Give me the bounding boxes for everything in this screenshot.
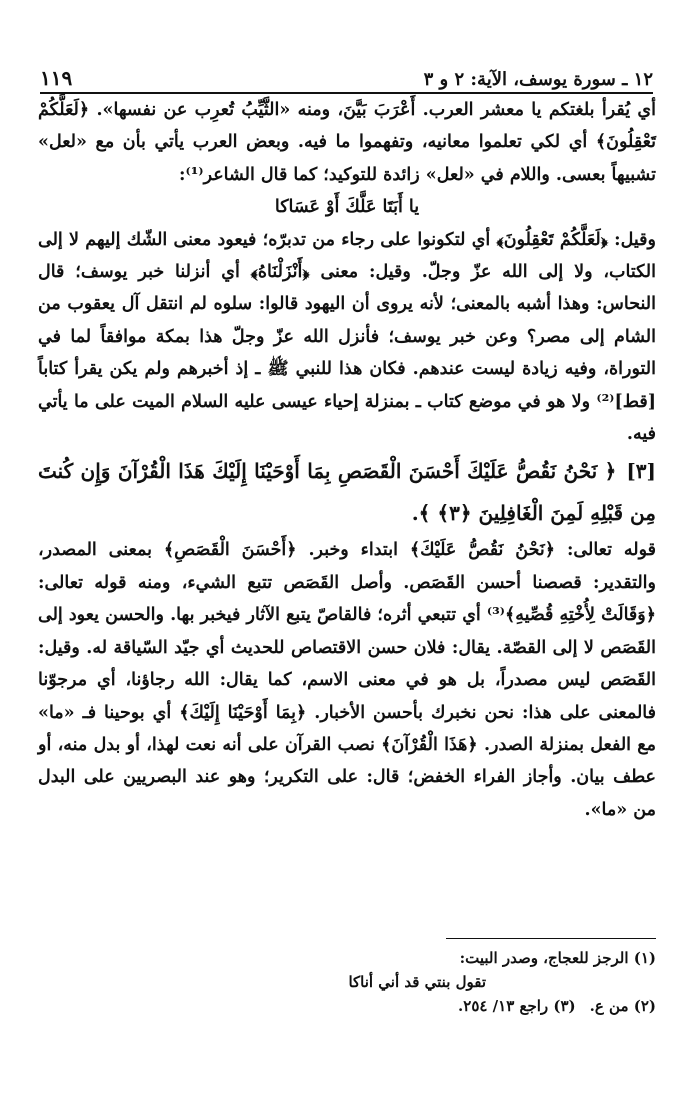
ayah-text: ﴿ نَحْنُ نَقُصُّ عَلَيْكَ أَحْسَنَ الْقَصَصِ بِمَا أَوْحَيْنَا إِلَيْكَ هَذَا الْقُرْآنَ وَإِن كُنتَ مِن قَبْلِهِ لَمِنَ الْغَافِلِينَ ﴿٣﴾ ﴾. <box>38 459 656 526</box>
footnotes-row <box>38 994 656 1018</box>
paragraph-3: قوله تعالى: ﴿نَحْنُ نَقُصُّ عَلَيْكَ﴾ ابتداء وخبر. ﴿أَحْسَنَ الْقَصَصِ﴾ بمعنى المصدر، والتقدير: قصصنا أحسن القَصَص. وأصل القَصَص تتبع الشيء، ومنه قوله تعالى: ﴿وَقَالَتْ لِأُخْتِهِ قُصِّيهِ﴾⁽³⁾ أي تتبعي أثره؛ فالقاصّ يتبع الآثار فيخبر بها. والحسن يعود إلى القَصَص لا إلى القصّة. يقال: فلان حسن الاقتصاص للحديث أي جيّد السّياقة له. وقيل: القَصَص ليس مصدراً، بل هو في معنى الاسم، كما يقال: الله رجاؤنا، أي مرجوّنا فالمعنى على هذا: نحن نخبرك بأحسن الأخبار. ﴿بِمَا أَوْحَيْنَا إِلَيْكَ﴾ أي بوحينا فـ «ما» مع الفعل بمنزلة الصدر. ﴿هَذَا الْقُرْآنَ﴾ نصب القرآن على أنه نعت لهذا، أو بدل منه، أو عطف بيان. وأجاز الفراء الخفض؛ قال: على التكرير؛ وهو عند البصريين على البدل من «ما». <box>38 540 656 820</box>
running-header <box>40 58 653 94</box>
header-title: ١٢ ـ سورة يوسف، الآية: ٢ و ٣ <box>423 69 653 90</box>
footnote-1: (١) الرجز للعجاج، وصدر البيت: <box>459 949 656 967</box>
poetry-verse: يا أَبَتَا عَلَّكَ أَوْ عَسَاكا <box>274 197 420 218</box>
page-number: ١١٩ <box>40 66 73 90</box>
footnote-1-verse: تقول بنتي قد أني أناكا <box>348 973 486 991</box>
commentary-body <box>38 94 656 826</box>
paragraph-2: وقيل: ﴿لَعَلَّكُمْ تَعْقِلُونَ﴾ أي لتكونوا على رجاء من تدبرّه؛ فيعود معنى الشّك إليهم لا إلى الكتاب، ولا إلى الله عزّ وجلّ. وقيل: معنى ﴿أَنْزَلْنَاهُ﴾ أي أنزلنا خبر يوسف؛ قال النحاس: وهذا أشبه بالمعنى؛ لأنه يروى أن اليهود قالوا: سلوه لم انتقل آل يعقوب من الشام إلى مصر؟ وعن خبر يوسف؛ فأنزل الله عزّ وجلّ هذا بمكة موافقاً لما في التوراة، وفيه زيادة ليست عندهم. فكان هذا للنبي ﷺ ـ إذ أخبرهم ولم يكن يقرأ كتاباً [قط]⁽²⁾ ولا هو في موضع كتاب ـ بمنزلة إحياء عيسى عليه السلام الميت على ما يأتي فيه. <box>38 229 656 445</box>
footnote-3: (٣) راجع ١٣/ ٢٥٤. <box>458 997 576 1015</box>
ayah-number: [٣] <box>626 459 656 484</box>
footnote-divider <box>446 938 656 939</box>
quran-ayah <box>38 450 656 534</box>
paragraph-1: أي يُقرأ بلغتكم يا معشر العرب. أَعْرَبَ بَيَّنَ، ومنه «الثَّيِّبُ تُعرِب عن نفسها». ﴿لَعَلَّكُمْ تَعْقِلُونَ﴾ أي لكي تعلموا معانيه، وتفهموا ما فيه. وبعض العرب يأتي بأن مع «لعل» تشبيهاً بعسى. واللام في «لعل» زائدة للتوكيد؛ كما قال الشاعر⁽¹⁾: <box>38 100 656 185</box>
footnotes <box>38 946 656 1018</box>
footnote-2: (٢) من ع. <box>589 997 656 1015</box>
